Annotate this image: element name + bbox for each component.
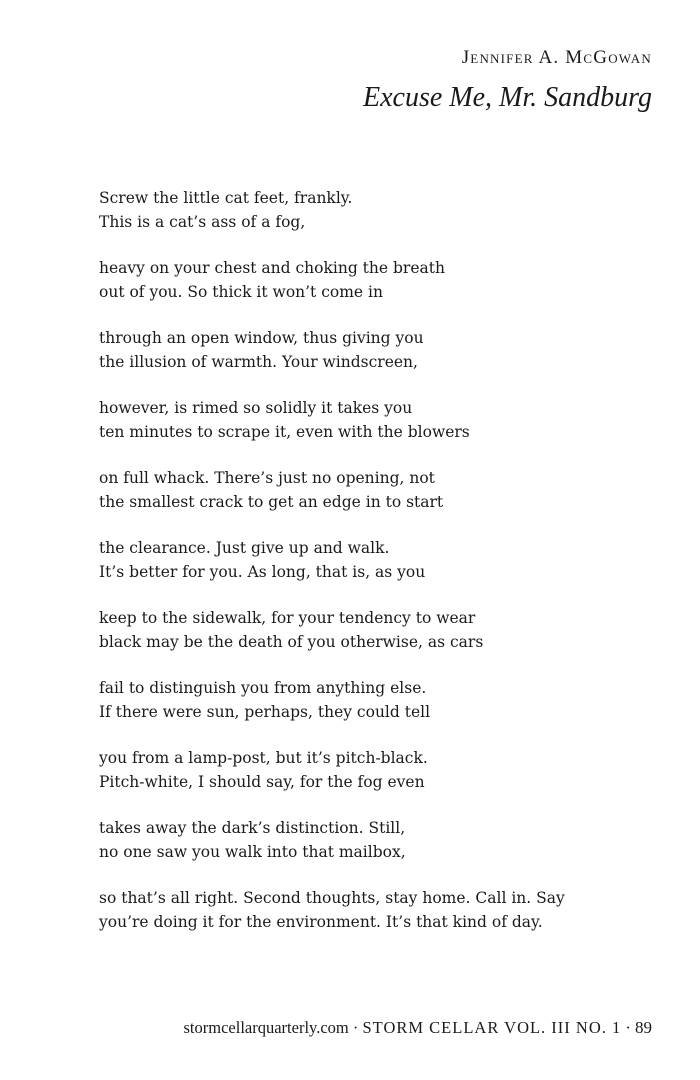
page-footer <box>184 1018 653 1038</box>
stanza <box>99 677 659 747</box>
poem-line: you’re doing it for the environment. It’s that kind of day. <box>99 912 543 931</box>
footer-separator: · <box>352 1018 359 1037</box>
poem-line: This is a cat’s ass of a fog, <box>99 212 306 231</box>
footer-journal: STORM CELLAR VOL. III NO. 1 <box>362 1018 622 1037</box>
poem-line: the smallest crack to get an edge in to start <box>99 492 444 511</box>
stanza <box>99 747 659 817</box>
poem-line: you from a lamp-post, but it’s pitch-black. <box>99 749 428 767</box>
stanza <box>99 817 659 887</box>
page-number: 89 <box>635 1018 652 1037</box>
poem-line: the illusion of warmth. Your windscreen, <box>99 352 418 371</box>
poem-line: Screw the little cat feet, frankly. <box>99 189 353 207</box>
poem-line: no one saw you walk into that mailbox, <box>99 842 406 861</box>
poem-line: on full whack. There’s just no opening, not <box>99 469 435 487</box>
poem-line: so that’s all right. Second thoughts, stay home. Call in. Say <box>99 889 565 907</box>
footer-separator: · <box>625 1018 631 1037</box>
poem-line: It’s better for you. As long, that is, as you <box>99 562 426 581</box>
stanza <box>99 607 659 677</box>
stanza <box>99 397 659 467</box>
poem-line: fail to distinguish you from anything else. <box>99 679 427 697</box>
stanza <box>99 887 659 957</box>
poem-line: out of you. So thick it won’t come in <box>99 282 383 301</box>
poem-line: keep to the sidewalk, for your tendency to wear <box>99 609 476 627</box>
stanza <box>99 327 659 397</box>
stanza <box>99 187 659 257</box>
poem-line: takes away the dark’s distinction. Still, <box>99 819 406 837</box>
footer-website: stormcellarquarterly.com <box>183 1018 349 1037</box>
poem-title: Excuse Me, Mr. Sandburg <box>362 82 652 113</box>
poem-body <box>99 187 659 957</box>
poem-line: black may be the death of you otherwise, as cars <box>99 632 484 651</box>
stanza <box>99 537 659 607</box>
author-name: Jennifer A. McGowan <box>461 47 652 68</box>
stanza <box>99 257 659 327</box>
poem-line: through an open window, thus giving you <box>99 329 424 347</box>
poem-line: Pitch-white, I should say, for the fog even <box>99 772 425 791</box>
stanza <box>99 467 659 537</box>
poem-line: heavy on your chest and choking the breath <box>99 259 445 277</box>
poem-line: If there were sun, perhaps, they could tell <box>99 702 431 721</box>
poem-line: however, is rimed so solidly it takes you <box>99 399 413 417</box>
poem-line: ten minutes to scrape it, even with the blowers <box>99 422 470 441</box>
poem-line: the clearance. Just give up and walk. <box>99 539 390 557</box>
